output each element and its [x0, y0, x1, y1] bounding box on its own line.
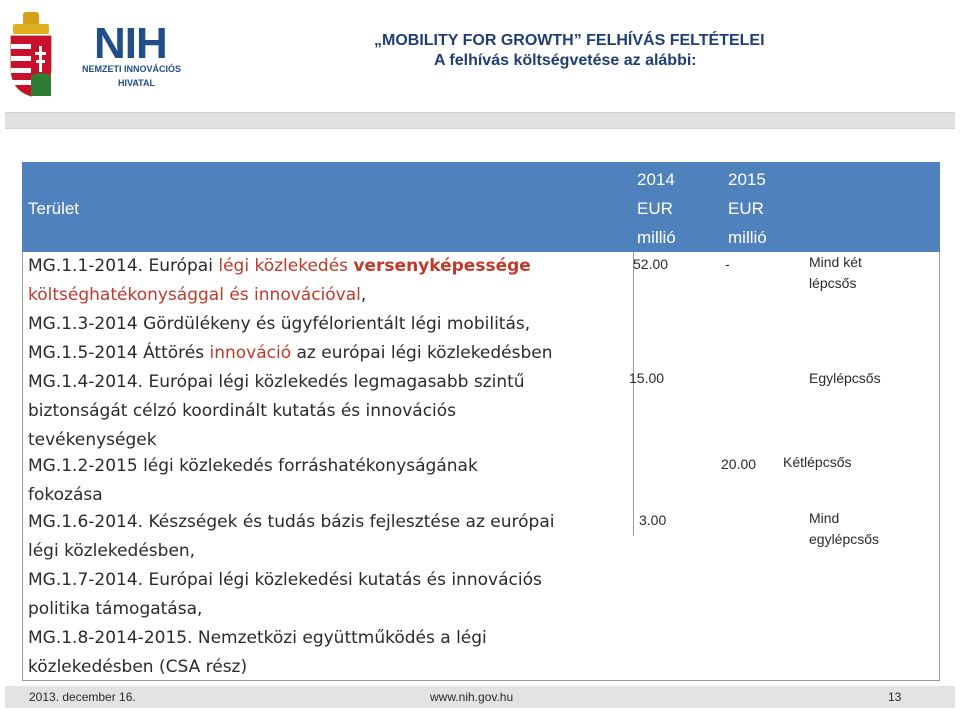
column-divider — [633, 252, 634, 536]
row-1-value-2015: - — [725, 256, 730, 272]
footer-date: 2013. december 16. — [29, 690, 136, 704]
header-2015 — [728, 165, 798, 252]
table-row-1-text — [28, 252, 628, 368]
page-subtitle: A felhívás költségvetése az alábbi: — [434, 52, 697, 69]
header-area: Terület — [28, 199, 80, 218]
table-row-2-text — [28, 368, 628, 455]
row-4-line-2: légi közlekedésben, — [28, 541, 196, 561]
row-4-line-1: MG.1.6-2014. Készségek és tudás bázis fejlesztése az európai — [28, 512, 555, 532]
row-2-line-3: tevékenységek — [28, 430, 157, 450]
nih-logo-line1: NEMZETI INNOVÁCIÓS — [82, 64, 182, 74]
header-2015-scale: millió — [728, 228, 767, 247]
header-2014-unit: EUR — [637, 199, 673, 218]
row-1-note-line-2: lépcsős — [809, 275, 857, 291]
row-1-note — [809, 252, 919, 294]
row-4-note — [809, 508, 919, 550]
hungarian-coat-of-arms-icon — [7, 12, 55, 98]
row-2-line-2: biztonságát célzó koordinált kutatás és innovációs — [28, 401, 457, 421]
footer-url[interactable]: www.nih.gov.hu — [430, 690, 514, 704]
header-divider — [5, 112, 955, 129]
row-4-line-6: közlekedésben (CSA rész) — [28, 657, 248, 677]
row-3-note-line-1: Kétlépcsős — [783, 454, 852, 470]
row-3-value-2015: 20.00 — [721, 456, 757, 472]
table-header — [22, 162, 940, 252]
row-2-value-2014: 15.00 — [629, 370, 665, 386]
header-2014-year: 2014 — [637, 170, 675, 189]
page-title: „MOBILITY FOR GROWTH” FELHÍVÁS FELTÉTELEI — [374, 32, 765, 49]
row-2-note — [809, 368, 919, 389]
footer-bar — [5, 686, 955, 708]
row-4-note-line-1: Mind — [809, 510, 840, 526]
row-4-line-4: politika támogatása, — [28, 599, 203, 619]
footer-page-number: 13 — [888, 690, 902, 704]
row-1-line-4: MG.1.5-2014 Áttörés innováció az európai légi közlekedésben — [28, 343, 553, 363]
table-row-4-text — [28, 508, 628, 682]
table-row-3-text — [28, 452, 628, 510]
header-2014 — [637, 165, 707, 252]
row-3-line-1: MG.1.2-2015 légi közlekedés forráshatékonyságának — [28, 456, 478, 476]
header-2015-year: 2015 — [728, 170, 766, 189]
row-2-note-line-1: Egylépcsős — [809, 370, 881, 386]
row-4-line-3: MG.1.7-2014. Európai légi közlekedési kutatás és innovációs — [28, 570, 542, 590]
row-3-note — [783, 452, 893, 473]
row-2-line-1: MG.1.4-2014. Európai légi közlekedés legmagasabb szintű — [28, 372, 525, 392]
nih-logo-line2: HIVATAL — [118, 78, 155, 88]
row-4-line-5: MG.1.8-2014-2015. Nemzetközi együttműködés a légi — [28, 628, 487, 648]
row-1-value-2014: 52.00 — [633, 256, 669, 272]
nih-logo-letters: NIH — [94, 19, 167, 68]
row-4-note-line-2: egylépcsős — [809, 531, 880, 547]
row-4-value-2014: 3.00 — [639, 512, 667, 528]
row-3-line-2: fokozása — [28, 485, 103, 505]
row-1-line-3: MG.1.3-2014 Gördülékeny és ügyfélorientált légi mobilitás, — [28, 314, 531, 334]
row-1-line-2: költséghatékonysággal és innovációval, — [28, 285, 367, 305]
row-1-line-1: MG.1.1-2014. Európai légi közlekedés versenyképessége — [28, 256, 531, 276]
budget-table — [22, 162, 940, 682]
header-2014-scale: millió — [637, 228, 676, 247]
row-1-note-line-1: Mind két — [809, 254, 862, 270]
header-2015-unit: EUR — [728, 199, 764, 218]
